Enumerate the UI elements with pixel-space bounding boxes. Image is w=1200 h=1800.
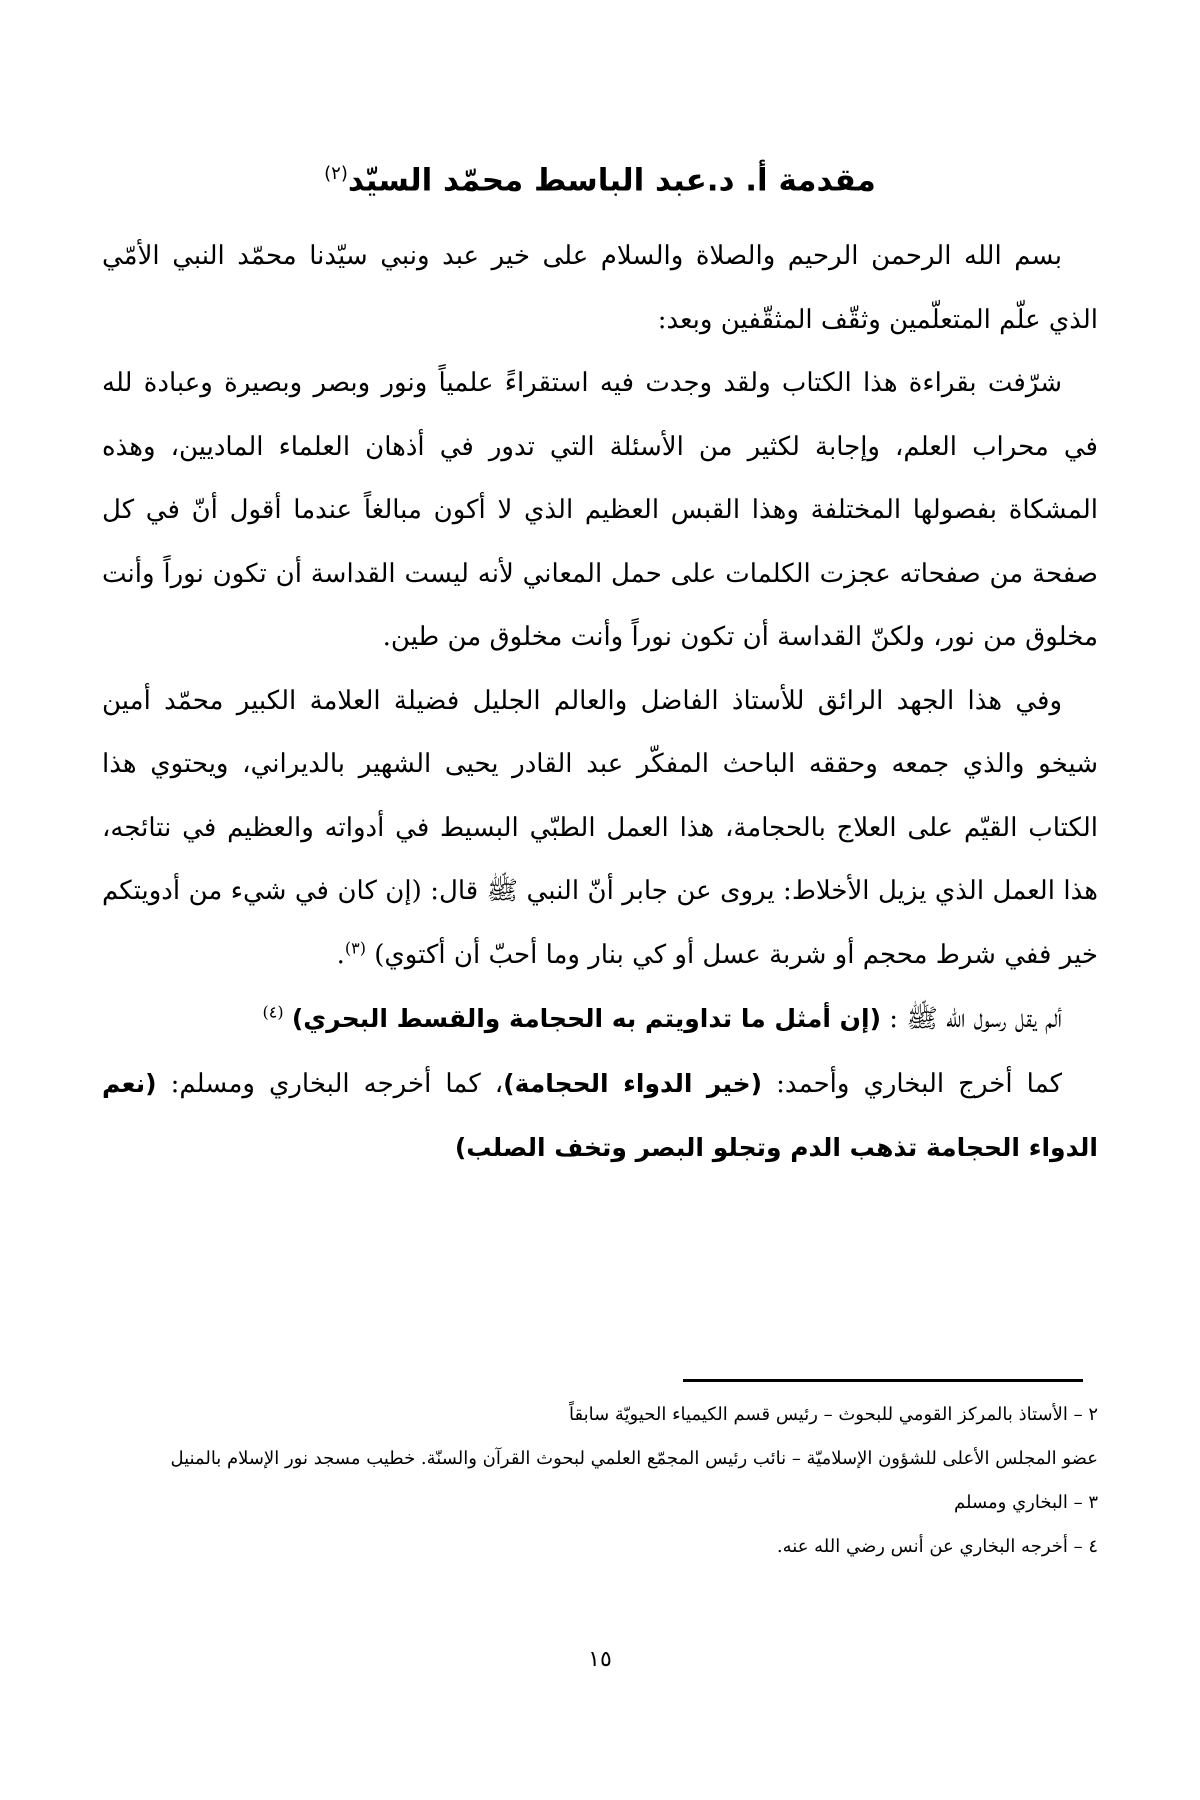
paragraph-hijama-text: وفي هذا الجهد الرائق للأستاذ الفاضل والعالم الجليل فضيلة العلامة الكبير محمّد أمين شيخو والذي جمعه وحققه الباحث المفكّر عبد القادر يحيى الشهير بالديراني، ويحتوي هذا الكتاب القيّم على العلاج بالحجامة، هذا العمل الطبّي البسيط في أدواته والعظيم في نتائجه، هذا العمل الذي يزيل الأخلاط: يروى عن جابر أنّ النبي ﷺ قال: (إن كان في شيء من أدويتكم خير ففي شرط محجم أو شربة عسل أو كي بنار وما أحبّ أن أكتوي) <box>102 685 1098 970</box>
hadith-good-remedy-quote: (نعم الدواء الحجامة تذهب الدم وتجلو البصر وتخف الصلب) <box>102 1068 1098 1162</box>
footnote-2-line-1: ٢ – الأستاذ بالمركز القومي للبحوث – رئيس قسم الكيمياء الحيويّة سابقاً <box>568 1404 1098 1425</box>
footnote-ref-4: (٤) <box>262 1002 284 1022</box>
paragraph-hadith-qust <box>102 987 1098 1052</box>
footnote-separator <box>683 1379 1083 1382</box>
paragraph-basmala: بسم الله الرحمن الرحيم والصلاة والسلام على خير عبد ونبي سيّدنا محمّد النبي الأمّي الذي علّم المتعلّمين وثقّف المثقّفين وبعد: <box>102 241 1098 335</box>
footnote-2-line-2: عضو المجلس الأعلى للشؤون الإسلاميّة – نائب رئيس المجمّع العلمي لبحوث القرآن والسنّة. خطيب مسجد نور الإسلام بالمنيل <box>170 1448 1098 1469</box>
hadith-qust-quote: (إن أمثل ما تداويتم به الحجامة والقسط البحري) <box>291 1004 882 1033</box>
paragraph-hijama-book <box>102 670 1098 988</box>
hadith-bukhari-lead: كما أخرج البخاري وأحمد: <box>762 1068 1062 1099</box>
footnote-3: ٣ – البخاري ومسلم <box>954 1492 1098 1513</box>
hadith-bukhari-mid: ، كما أخرجه البخاري ومسلم: <box>156 1068 504 1099</box>
hadith-qust-lead: ألم يقل رسول الله ﷺ : <box>881 1004 1062 1034</box>
page-heading <box>0 150 1200 204</box>
footnotes <box>102 1393 1098 1569</box>
page-number: ١٥ <box>588 1647 612 1672</box>
heading-footnote-ref: (٢) <box>324 163 348 184</box>
body-text <box>102 225 1098 1181</box>
heading-title: مقدمة أ. د.عبد الباسط محمّد السيّد <box>347 162 876 199</box>
footnote-4: ٤ – أخرجه البخاري عن أنس رضي الله عنه. <box>776 1536 1098 1557</box>
hadith-best-remedy-quote: (خير الدواء الحجامة) <box>503 1068 763 1098</box>
paragraph-praise: شرّفت بقراءة هذا الكتاب ولقد وجدت فيه استقراءً علمياً ونور وبصر وبصيرة وعبادة لله في محراب العلم، وإجابة لكثير من الأسئلة التي تدور في أذهان العلماء الماديين، وهذه المشكاة بفصولها المختلفة وهذا القبس العظيم الذي لا أكون مبالغاً عندما أقول أنّ في كل صفحة من صفحاته عجزت الكلمات على حمل المعاني لأنه ليست القداسة أن تكون نوراً وأنت مخلوق من نور، ولكنّ القداسة أن تكون نوراً وأنت مخلوق من طين. <box>102 368 1098 652</box>
footnote-ref-3: (٣) <box>344 937 366 957</box>
paragraph-hadith-bukhari <box>102 1052 1098 1181</box>
paragraph-hijama-end: . <box>336 939 345 970</box>
